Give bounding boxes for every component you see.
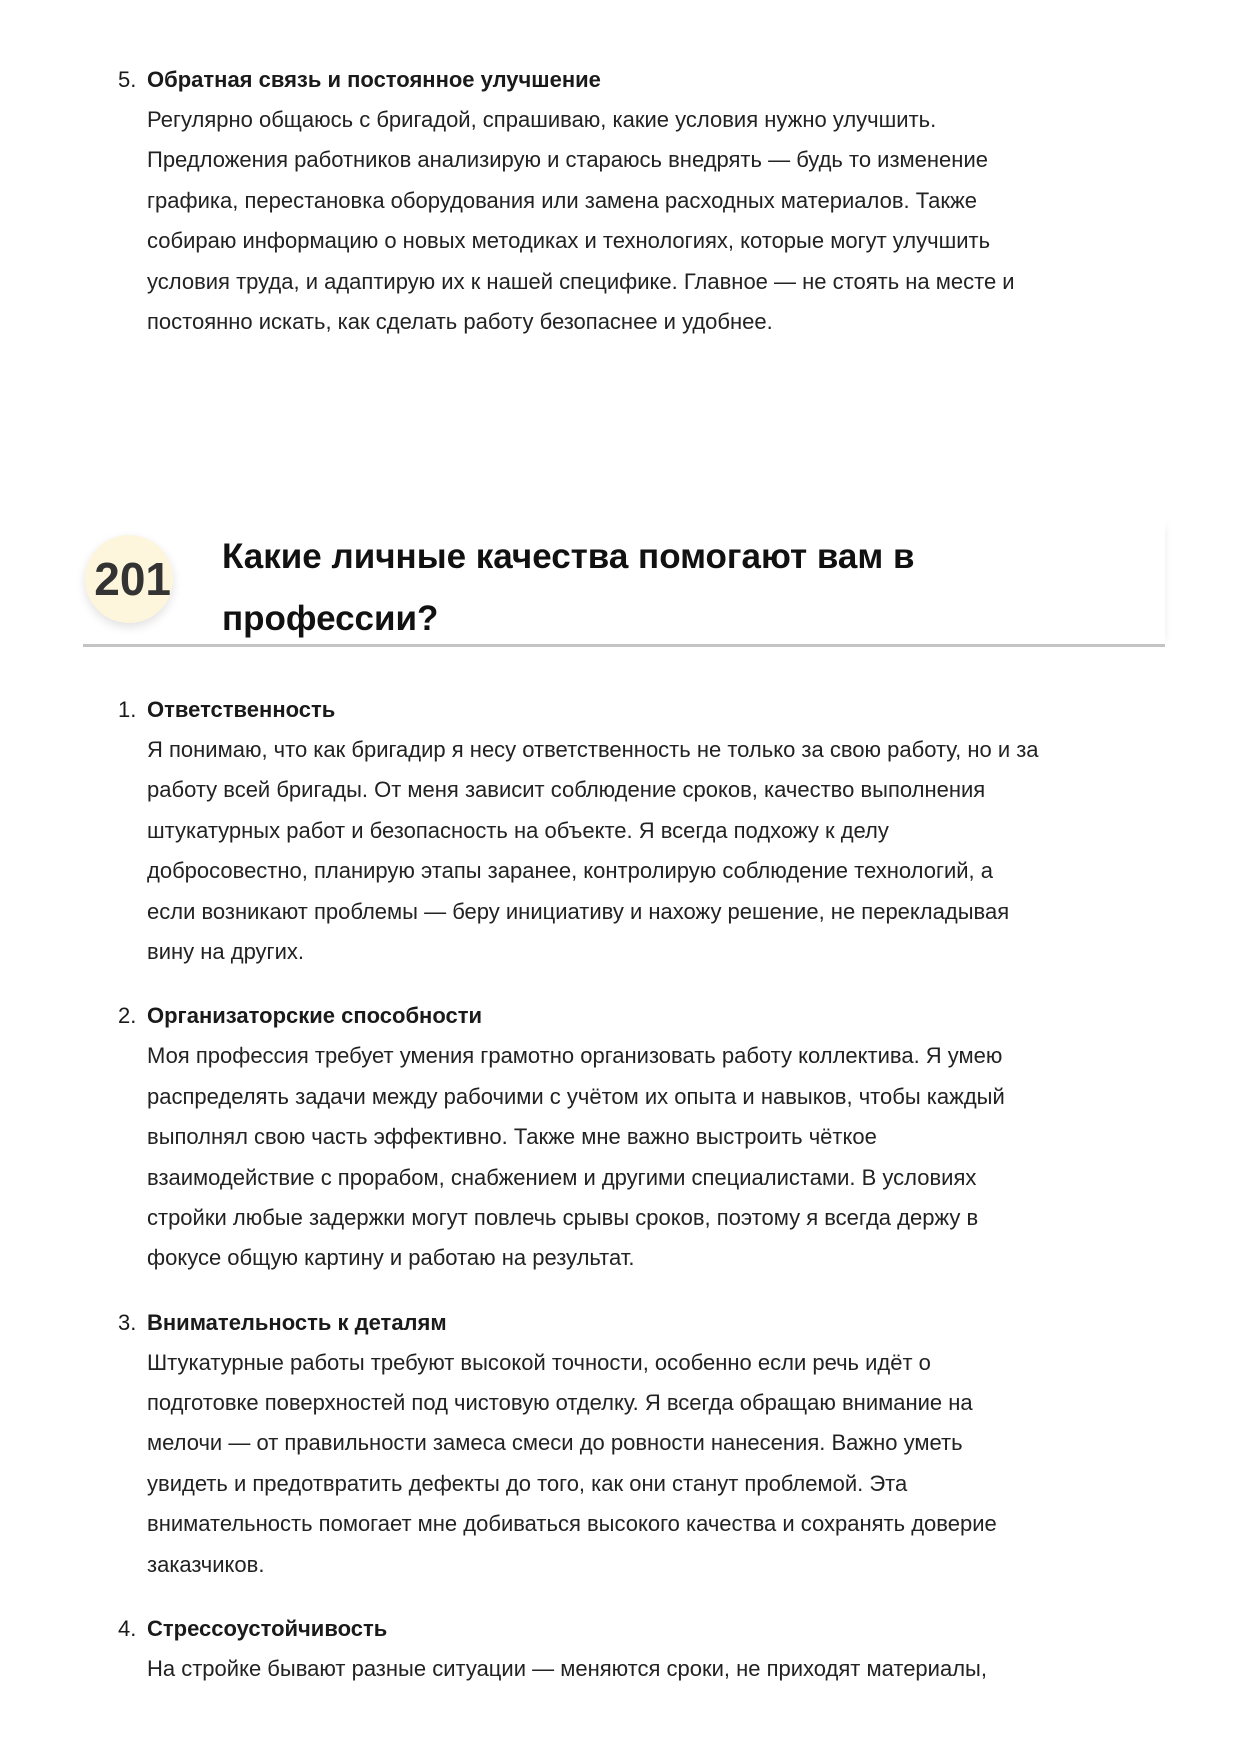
paragraph-line: собираю информацию о новых методиках и технологиях, которые могут улучшить — [147, 228, 991, 254]
list-item — [118, 690, 1178, 972]
list-item-heading: Организаторские способности — [147, 1003, 483, 1029]
question-title-line: Какие личные качества помогают вам в — [222, 537, 915, 576]
paragraph-line: внимательность помогает мне добиваться высокого качества и сохранять доверие — [147, 1511, 997, 1537]
paragraph-line: увидеть и предотвратить дефекты до того, как они станут проблемой. Эта — [147, 1470, 908, 1496]
list-item-heading: Ответственность — [147, 697, 336, 722]
paragraph-line: графика, перестановка оборудования или замена расходных материалов. Также — [147, 187, 977, 213]
paragraph-line: если возникают проблемы — беру инициативу и нахожу решение, не перекладывая — [147, 898, 1010, 924]
question-number: 201 — [94, 553, 171, 605]
paragraph-line: мелочи — от правильности замеса смеси до ровности нанесения. Важно уметь — [147, 1430, 963, 1456]
paragraph-line: работу всей бригады. От меня зависит соблюдение сроков, качество выполнения — [147, 777, 986, 803]
list-item — [118, 1609, 1178, 1689]
list-item-number: 1. — [118, 697, 137, 722]
paragraph-line: Регулярно общаюсь с бригадой, спрашиваю, какие условия нужно улучшить. — [147, 107, 937, 132]
paragraph-line: Моя профессия требует умения грамотно организовать работу коллектива. Я умею — [147, 1043, 1003, 1069]
paragraph-line: вину на других. — [147, 938, 304, 964]
list-item-title — [118, 60, 1178, 100]
list-item-title — [118, 996, 1178, 1036]
paragraph-line: условия труда, и адаптирую их к нашей специфике. Главное — не стоять на месте и — [147, 268, 1015, 294]
paragraph-line: стройки любые задержки могут повлечь срывы сроков, поэтому я всегда держу в — [147, 1204, 979, 1230]
list-item-title — [118, 1609, 1178, 1649]
list-item-number: 2. — [118, 1003, 137, 1029]
list-item — [118, 60, 1178, 342]
paragraph-line: взаимодействие с прорабом, снабжением и другими специалистами. В условиях — [147, 1164, 977, 1190]
question-number-badge — [85, 535, 173, 623]
list-item-title — [118, 690, 1178, 730]
paragraph-line: выполнял свою часть эффективно. Также мне важно выстроить чёткое — [147, 1124, 877, 1150]
question-title-line: профессии? — [222, 599, 439, 638]
list-item-heading: Внимательность к деталям — [147, 1309, 447, 1335]
paragraph-line: добросовестно, планирую этапы заранее, контролирую соблюдение технологий, а — [147, 858, 994, 884]
answer-list — [118, 690, 1178, 1713]
paragraph-line: заказчиков. — [147, 1551, 265, 1577]
list-item-title — [118, 1303, 1178, 1343]
paragraph-line: постоянно искать, как сделать работу безопаснее и удобнее. — [147, 308, 773, 334]
question-title — [222, 526, 915, 650]
paragraph-line: Я понимаю, что как бригадир я несу ответственность не только за свою работу, но и за — [147, 737, 1039, 762]
paragraph-line: распределять задачи между рабочими с учётом их опыта и навыков, чтобы каждый — [147, 1083, 1005, 1109]
paragraph-line: На стройке бывают разные ситуации — меняются сроки, не приходят материалы, — [147, 1656, 987, 1682]
list-item — [118, 1303, 1178, 1585]
list-item-heading: Обратная связь и постоянное улучшение — [147, 67, 601, 92]
paragraph-line: фокусе общую картину и работаю на результат. — [147, 1245, 635, 1271]
paragraph-line: штукатурных работ и безопасность на объекте. Я всегда подхожу к делу — [147, 817, 889, 843]
list-item-number: 5. — [118, 67, 137, 92]
question-header — [83, 520, 1165, 647]
paragraph-line: Предложения работников анализирую и стараюсь внедрять — будь то изменение — [147, 147, 988, 173]
list-item — [118, 996, 1178, 1278]
list-item-number: 4. — [118, 1616, 137, 1642]
list-item-number: 3. — [118, 1309, 137, 1335]
paragraph-line: Штукатурные работы требуют высокой точности, особенно если речь идёт о — [147, 1349, 931, 1375]
previous-answer-list — [118, 60, 1178, 366]
list-item-heading: Стрессоустойчивость — [147, 1616, 388, 1642]
paragraph-line: подготовке поверхностей под чистовую отделку. Я всегда обращаю внимание на — [147, 1390, 973, 1416]
